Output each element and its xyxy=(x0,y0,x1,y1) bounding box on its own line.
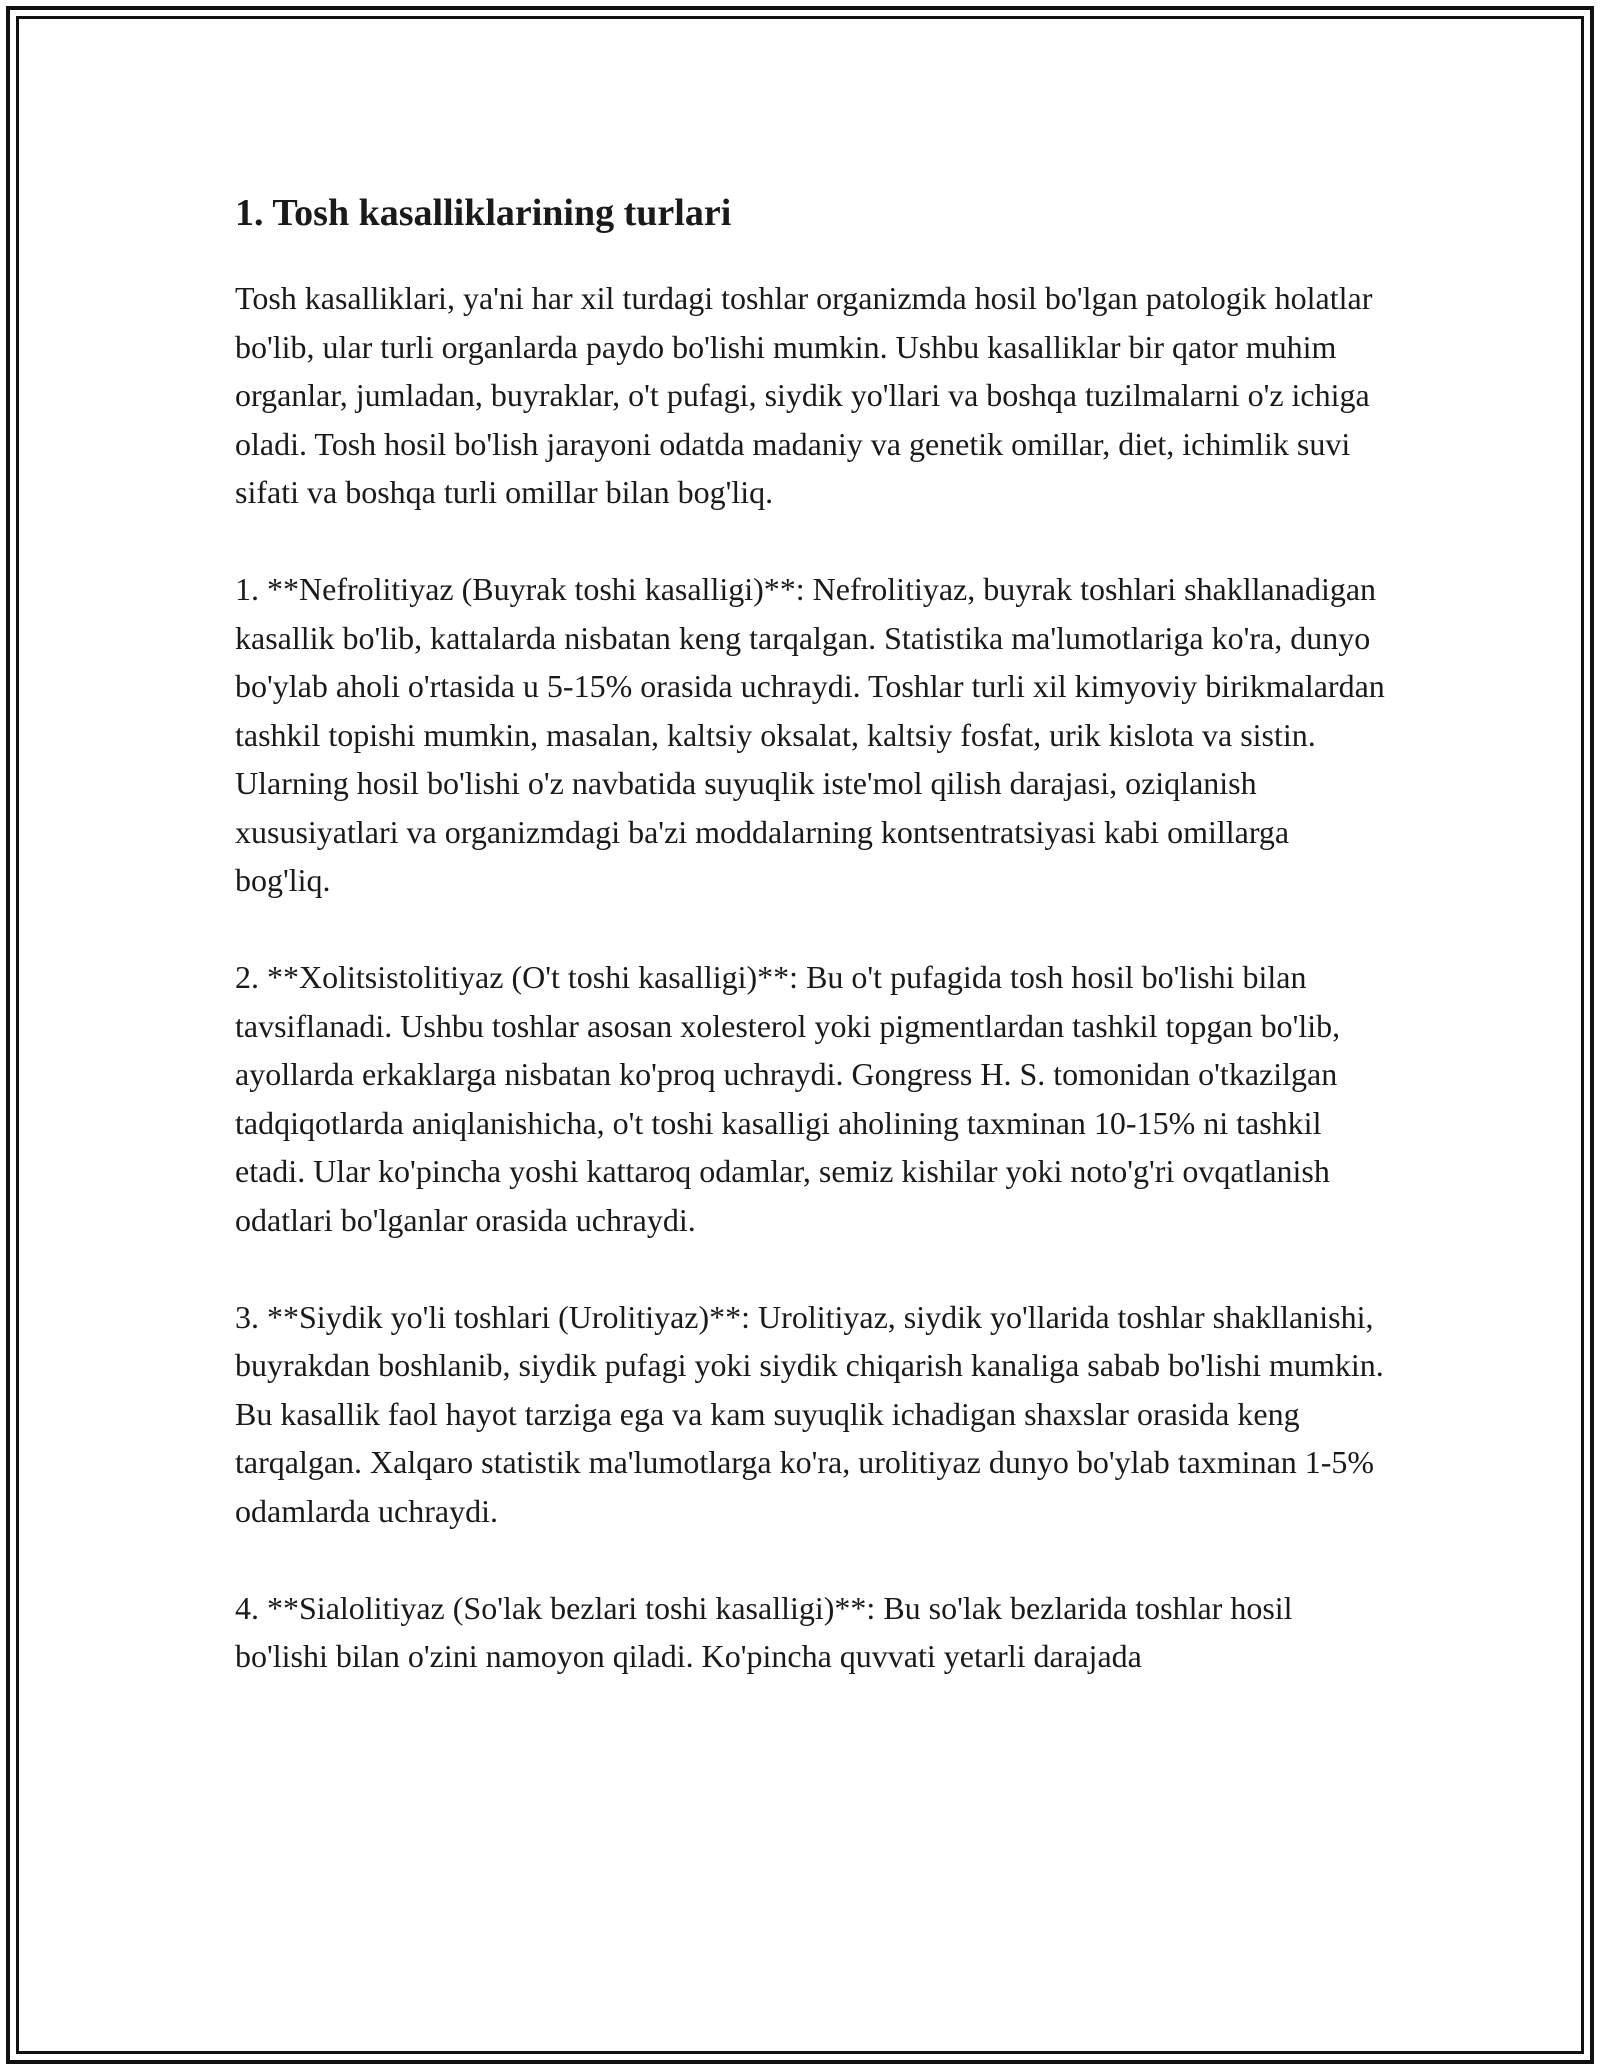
nefrolitiyaz-paragraph: 1. **Nefrolitiyaz (Buyrak toshi kasalligi)**: Nefrolitiyaz, buyrak toshlari shakllanadigan kasallik bo'lib, kattalarda nisbatan keng tarqalgan. Statistika ma'lumotlariga ko'ra, dunyo bo'ylab aholi o'rtasida u 5-15% orasida uchraydi. Toshlar turli xil kimyoviy birikmalardan tashkil topishi mumkin, masalan, kaltsiy oksalat, kaltsiy fosfat, urik kislota va sistin. Ularning hosil bo'lishi o'z navbatida suyuqlik iste'mol qilish darajasi, oziqlanish xususiyatlari va organizmdagi ba'zi moddalarning kontsentratsiyasi kabi omillarga bog'liq. xyxy=(235,571,1385,898)
xolitsistolitiyaz-paragraph: 2. **Xolitsistolitiyaz (O't toshi kasalligi)**: Bu o't pufagida tosh hosil bo'lishi bilan tavsiflanadi. Ushbu toshlar asosan xolesterol yoki pigmentlardan tashkil topgan bo'lib, ayollarda erkaklarga nisbatan ko'proq uchraydi. Gongress H. S. tomonidan o'tkazilgan tadqiqotlarda aniqlanishicha, o't toshi kasalligi aholining taxminan 10-15% ni tashkil etadi. Ular ko'pincha yoshi kattaroq odamlar, semiz kishilar yoki noto'g'ri ovqatlanish odatlari bo'lganlar orasida uchraydi. xyxy=(235,959,1341,1238)
sialolitiyaz-paragraph: 4. **Sialolitiyaz (So'lak bezlari toshi kasalligi)**: Bu so'lak bezlarida toshlar hosil bo'lishi bilan o'zini namoyon qiladi. Ko'pincha quvvati yetarli darajada xyxy=(235,1589,1293,1674)
urolitiyaz-paragraph: 3. **Siydik yo'li toshlari (Urolitiyaz)**: Urolitiyaz, siydik yo'llarida toshlar shakllanishi, buyrakdan boshlanib, siydik pufagi yoki siydik chiqarish kanaliga sabab bo'lishi mumkin. Bu kasallik faol hayot tarziga ega va kam suyuqlik ichadigan shaxslar orasida keng tarqalgan. Xalqaro statistik ma'lumotlarga ko'ra, urolitiyaz dunyo bo'ylab taxminan 1-5% odamlarda uchraydi. xyxy=(235,1298,1384,1529)
document-body xyxy=(235,188,1385,1729)
intro-paragraph: Tosh kasalliklari, ya'ni har xil turdagi toshlar organizmda hosil bo'lgan patologik holatlar bo'lib, ular turli organlarda paydo bo'lishi mumkin. Ushbu kasalliklar bir qator muhim organlar, jumladan, buyraklar, o't pufagi, siydik yo'llari va boshqa tuzilmalarni o'z ichiga oladi. Tosh hosil bo'lish jarayoni odatda madaniy va genetik omillar, diet, ichimlik suvi sifati va boshqa turli omillar bilan bog'liq. xyxy=(235,280,1373,510)
section-heading: 1. Tosh kasalliklarining turlari xyxy=(235,192,732,234)
